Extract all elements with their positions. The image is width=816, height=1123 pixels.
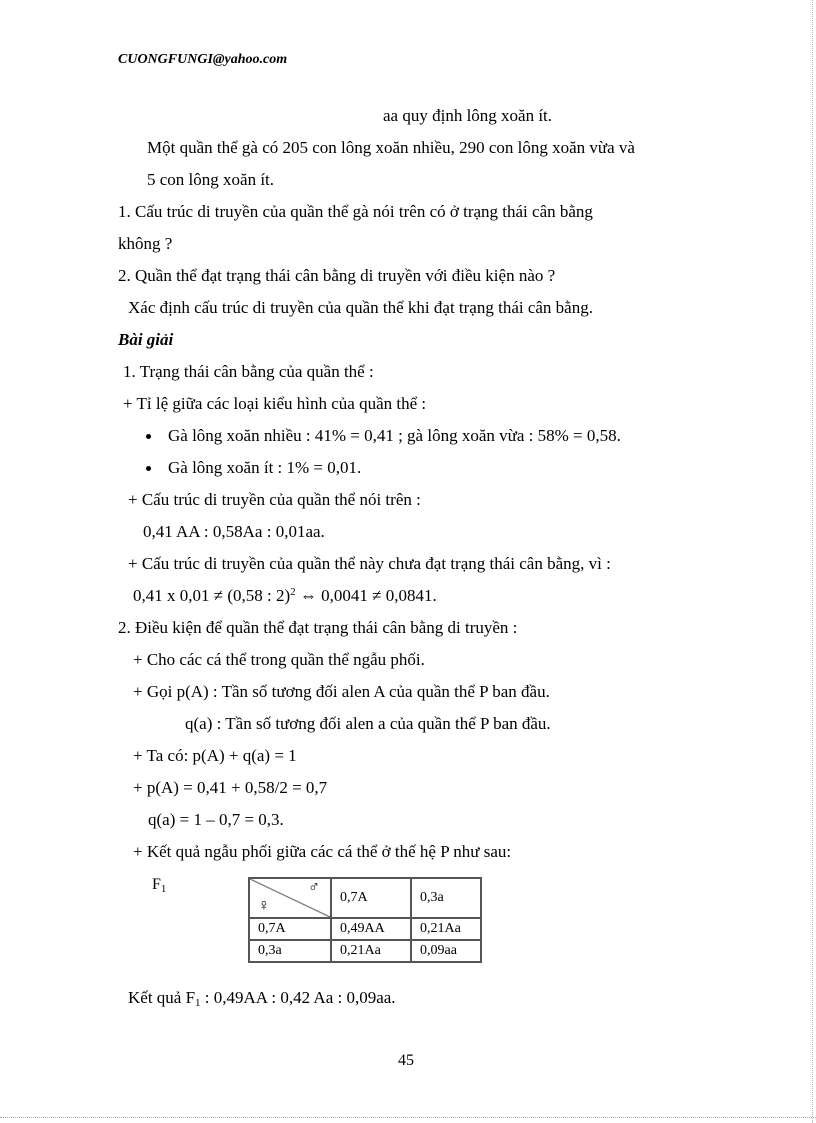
question-2-detail: Xác định cấu trúc di truyền của quần thể khi đạt trạng thái cân bằng. xyxy=(128,298,593,317)
equation-q: q(a) = 1 – 0,7 = 0,3. xyxy=(148,810,284,829)
sex-header-cell xyxy=(249,878,331,918)
header-email: CUONGFUNGI@yahoo.com xyxy=(118,52,288,67)
male-gamete: 0,7A xyxy=(331,878,411,918)
table-row xyxy=(249,918,481,940)
punnett-square xyxy=(248,877,482,963)
page-right-border xyxy=(812,0,813,1123)
bullet-icon xyxy=(146,434,151,439)
define-p: + Gọi p(A) : Tần số tương đối alen A của quần thể P ban đầu. xyxy=(133,682,550,701)
phenotype-item-2: Gà lông xoăn ít : 1% = 0,01. xyxy=(168,458,362,477)
equilibrium-reason: + Cấu trúc di truyền của quần thể này chưa đạt trạng thái cân bằng, vì : xyxy=(128,554,611,573)
phenotype-ratio-heading: + Tỉ lệ giữa các loại kiểu hình của quần thể : xyxy=(123,394,427,413)
female-gamete: 0,3a xyxy=(249,940,331,962)
female-symbol-icon: ♀ xyxy=(258,897,270,914)
phenotype-item-1: Gà lông xoăn nhiều : 41% = 0,41 ; gà lông xoăn vừa : 58% = 0,58. xyxy=(168,426,621,445)
solution-part-1-title: 1. Trạng thái cân bằng của quần thể : xyxy=(123,362,374,381)
solution-heading: Bài giải xyxy=(118,330,174,349)
equation-p: + p(A) = 0,41 + 0,58/2 = 0,7 xyxy=(133,778,328,797)
page-bottom-border xyxy=(0,1117,816,1118)
bullet-icon xyxy=(146,466,151,471)
offspring-cell: 0,09aa xyxy=(411,940,481,962)
male-symbol-icon: ♂ xyxy=(308,879,320,896)
f1-label: $F_1$ xyxy=(152,876,167,895)
text-line-2: Một quần thể gà có 205 con lông xoăn nhiều, 290 con lông xoăn vừa và xyxy=(147,138,635,157)
table-row xyxy=(249,940,481,962)
offspring-cell: 0,49AA xyxy=(331,918,411,940)
genetic-structure-value: 0,41 AA : 0,58Aa : 0,01aa. xyxy=(143,522,325,541)
random-mating-result-heading: + Kết quả ngẫu phối giữa các cá thể ở thế hệ P như sau: xyxy=(133,842,512,861)
offspring-cell: 0,21Aa xyxy=(411,918,481,940)
text-line-3: 5 con lông xoăn ít. xyxy=(147,170,275,189)
solution-part-2-title: 2. Điều kiện để quần thể đạt trạng thái cân bằng di truyền : xyxy=(118,618,518,637)
female-gamete: 0,7A xyxy=(249,918,331,940)
male-gamete: 0,3a xyxy=(411,878,481,918)
question-1-line-2: không ? xyxy=(118,234,173,253)
condition-random-mating: + Cho các cá thể trong quần thể ngẫu phối. xyxy=(133,650,425,669)
question-2: 2. Quần thể đạt trạng thái cân bằng di truyền với điều kiện nào ? xyxy=(118,266,556,285)
equilibrium-check: 0,41 x 0,01 ≠ (0,58 : 2)$^2$ ⇔ 0,0041 ≠ 0,0841. xyxy=(133,586,437,605)
equation-sum: + Ta có: p(A) + q(a) = 1 xyxy=(133,746,297,765)
page-number: 45 xyxy=(398,1052,414,1069)
table-row xyxy=(249,878,481,918)
genetic-structure-heading: + Cấu trúc di truyền của quần thể nói trên : xyxy=(128,490,421,509)
f1-result: Kết quả $F_1$ : 0,49AA : 0,42 Aa : 0,09aa. xyxy=(128,988,396,1009)
offspring-cell: 0,21Aa xyxy=(331,940,411,962)
question-1-line-1: 1. Cấu trúc di truyền của quần thể gà nói trên có ở trạng thái cân bằng xyxy=(118,202,593,221)
text-line-1: aa quy định lông xoăn ít. xyxy=(383,106,553,125)
define-q: q(a) : Tần số tương đối alen a của quần thể P ban đầu. xyxy=(185,714,551,733)
